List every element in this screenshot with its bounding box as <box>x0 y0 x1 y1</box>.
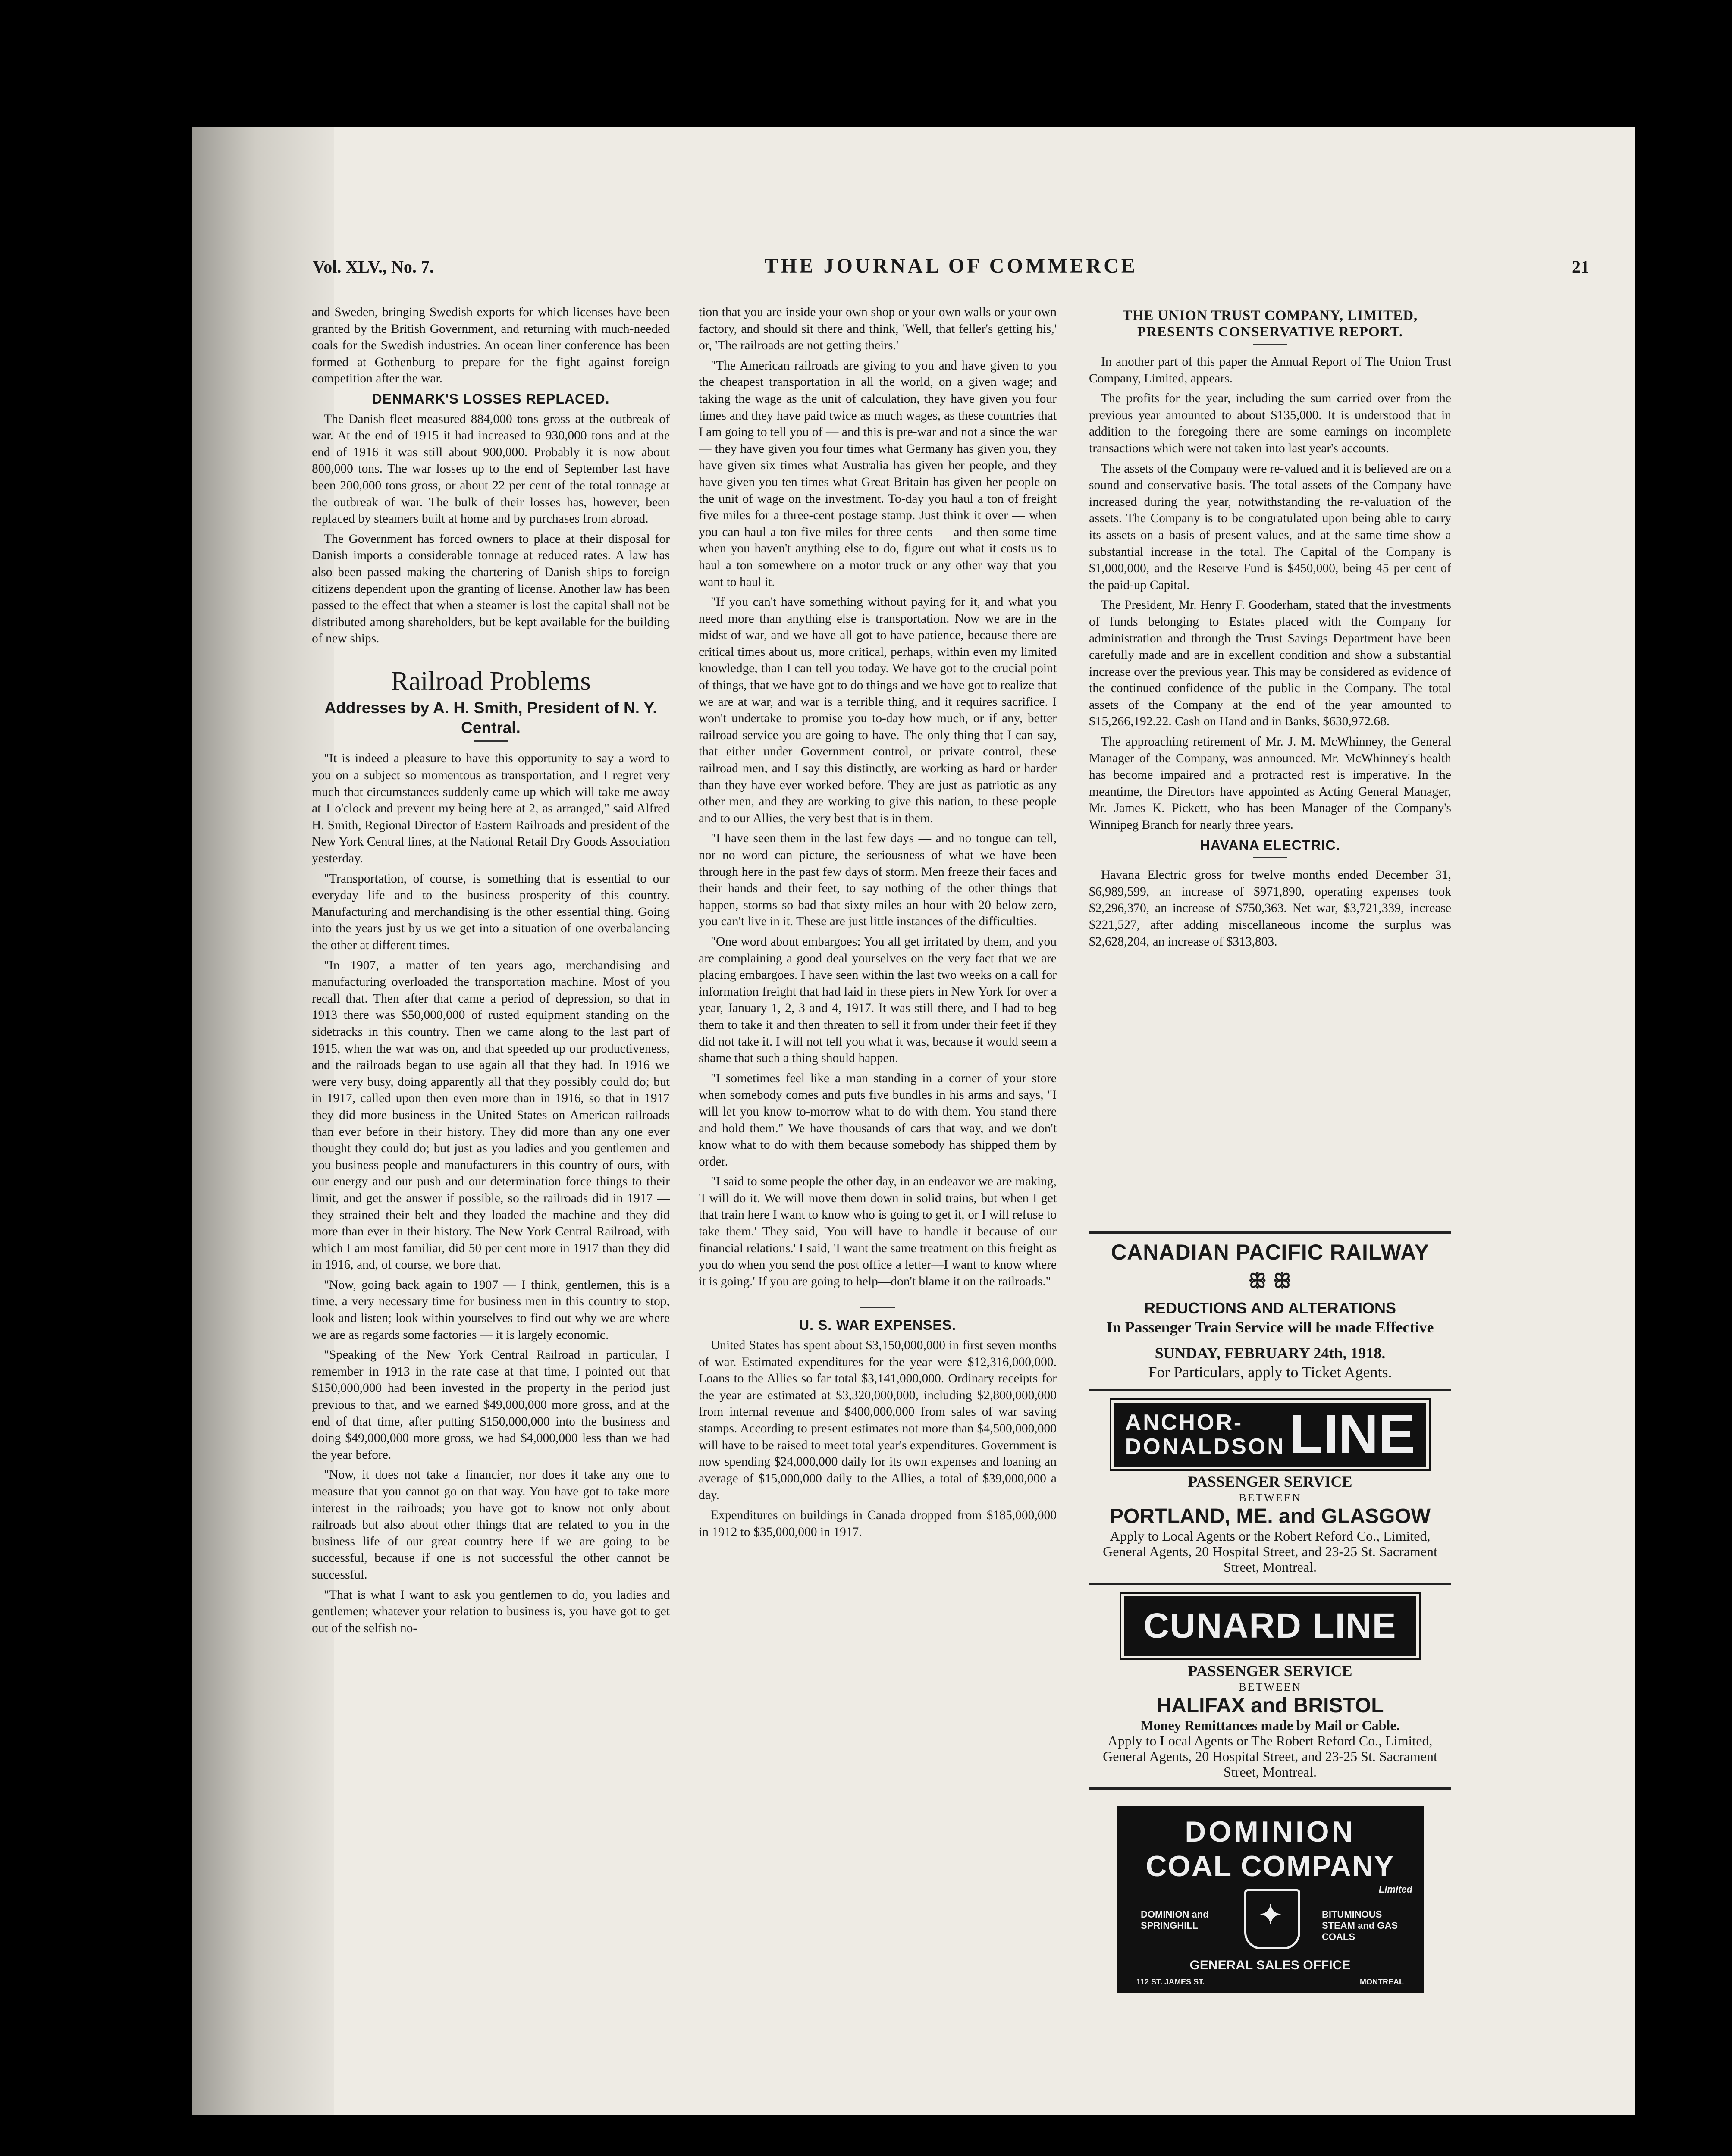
page-number: 21 <box>1572 257 1589 276</box>
buildings-paragraph: Expenditures on buildings in Canada dropped from $185,000,000 in 1912 to $35,000,000 in 1917. <box>699 1508 1057 1539</box>
railroad-paragraph: "That is what I want to ask you gentlemen to do, you ladies and gentlemen; whatever your relation to business is, you have got to get out of the selfish no- <box>312 1588 670 1635</box>
cpr-line-2: In Passenger Train Service will be made Effective <box>1106 1319 1434 1336</box>
dominion-line-1: DOMINION <box>1185 1815 1355 1848</box>
advertisements <box>1089 1231 1451 2000</box>
railroad-paragraph: "I sometimes feel like a man standing in a corner of your store when somebody comes and puts five bundles in his arms and says, "I will let you know to-morrow what to do with them. You stand there and hold them." We have thousands of cars that way, and we don't know what to do with them because somebody has shipped them by order. <box>699 1071 1057 1169</box>
war-expenses-paragraph: United States has spent about $3,150,000,000 in first seven months of war. Estimated expenditures for the year were $12,316,000,000. Loans to the Allies so far total $3,141,000,000. Ordinary receipts for the year are estimated at $3,320,000,000, including $2,800,000,000 from internal revenue and $400,000,000 from sales of war saving stamps. According to present estimates not more than $4,500,000,000 will have to be raised to meet total year's expenditures. Government is now spending $24,000,000 daily for its own expenses and loaning an average of $15,000,000 daily to the Allies, a total of $39,000,000 a day. <box>699 1338 1057 1502</box>
railroad-paragraph: "Now, going back again to 1907 — I think, gentlemen, this is a time, a very necessary time for business men in this country to stop, look and listen; look within yourselves to find out why we are where we are as regards some factories — it is largely economic. <box>312 1278 670 1342</box>
dominion-left-brand: DOMINION and SPRINGHILL <box>1141 1909 1209 1931</box>
cunard-details: Apply to Local Agents or The Robert Reford Co., Limited, General Agents, 20 Hospital Street, and 23-25 St. Sacrament Street, Montreal. <box>1103 1733 1437 1780</box>
column-3 <box>1089 304 1451 1218</box>
cunard-logo: CUNARD LINE <box>1124 1596 1417 1656</box>
anchor-logo-bottom: DONALDSON <box>1125 1434 1285 1459</box>
anchor-between: BETWEEN <box>1239 1492 1302 1504</box>
cunard-service: PASSENGER SERVICE <box>1188 1662 1352 1680</box>
column-1 <box>312 304 670 2102</box>
railroad-paragraph: "One word about embargoes: You all get irritated by them, and you are complaining a good deal yourselves on the very fact that we are placing embargoes. I have seen within the last two weeks on a call for information freight that had laid in these piers in New York for over a year, January 1, 2, 3 and 4, 1917. It was still there, and I had to beg them to take it and then threaten to sell it from under their feet if they did not take it. I will not tell you what it was, because it would seem a shame that such a thing should happen. <box>699 934 1057 1065</box>
anchor-line-ad <box>1089 1389 1451 1583</box>
dominion-sales-office: GENERAL SALES OFFICE <box>1189 1958 1351 1972</box>
anchor-route: PORTLAND, ME. and GLASGOW <box>1110 1505 1431 1528</box>
union-trust-paragraph: In another part of this paper the Annual Report of The Union Trust Company, Limited, appears. <box>1089 355 1451 385</box>
cunard-route: HALIFAX and BRISTOL <box>1156 1694 1384 1717</box>
anchor-details: Apply to Local Agents or the Robert Reford Co., Limited, General Agents, 20 Hospital Street, and 23-25 St. Sacrament Street, Montreal. <box>1103 1528 1437 1575</box>
dominion-city: MONTREAL <box>1360 1977 1404 1986</box>
divider <box>1253 857 1287 858</box>
anchor-service: PASSENGER SERVICE <box>1188 1473 1352 1490</box>
dominion-line-2: COAL COMPANY <box>1145 1850 1395 1883</box>
cpr-ad <box>1089 1231 1451 1389</box>
denmark-paragraph-1: The Danish fleet measured 884,000 tons gross at the outbreak of war. At the end of 1915 it had increased to 930,000 tons and at the end of 1916 it was still about 900,000. Probably it is now about 800,000 tons. The war losses up to the end of September last have been 200,000 tons gross, or about 22 per cent of the total tonnage at the outbreak of war. The bulk of their losses has, however, been replaced by steamers built at home and by purchases from abroad. <box>312 412 670 526</box>
dominion-limited: Limited <box>1378 1884 1412 1895</box>
journal-title: THE JOURNAL OF COMMERCE <box>764 254 1138 277</box>
union-trust-paragraph: The approaching retirement of Mr. J. M. McWhinney, the General Manager of the Company, was announced. Mr. McWhinney's health has become impaired and a protracted rest is imperative. In the meantime, the Directors have appointed as Acting General Manager, Mr. James K. Pickett, who has been Manager of the Company's Winnipeg Branch for nearly three years. <box>1089 735 1451 832</box>
railroad-paragraph: "I have seen them in the last few days — and no tongue can tell, nor no word can picture, the seriousness of what we have been through here in the past few days of storm. Men freeze their faces and their hands and their feet, to say nothing of the other things that happen, storms so bad that sixty miles an hour with 20 below zero, you can't live in it. These are just little instances of the difficulties. <box>699 831 1057 929</box>
sweden-paragraph: and Sweden, bringing Swedish exports for which licenses have been granted by the British Government, and returning with much-needed coals for the Swedish industries. An ocean liner conference has been formed at Gothenburg to prepare for the fight against foreign competition after the war. <box>312 305 670 386</box>
divider <box>1253 344 1287 345</box>
railroad-title: Railroad Problems <box>391 666 591 696</box>
page-header <box>313 254 1589 287</box>
railroad-subtitle: Addresses by A. H. Smith, President of N. Y. Central. <box>324 699 657 737</box>
railroad-paragraph: "Transportation, of course, is something that is essential to our everyday life and to the business prosperity of this country. Manufacturing and merchandising is the other essential thing. Going into the years just by us we get into a situation of one overbalancing the other at different times. <box>312 871 670 952</box>
crest-icon <box>1244 1889 1300 1949</box>
union-trust-paragraph: The President, Mr. Henry F. Gooderham, stated that the investments of funds belonging to Estates placed with the Company for administration and through the Trust Savings Department have been carefully made and are in excellent condition and show a substantial increase over the previous year. This may be considered as evidence of the continued confidence of the public in the Company. The total assets of the Company at the end of the year amounted to $15,266,192.22. Cash on Hand and in Banks, $630,972.68. <box>1089 598 1451 729</box>
cpr-line-3: SUNDAY, FEBRUARY 24th, 1918. <box>1155 1344 1386 1362</box>
divider <box>860 1307 895 1308</box>
havana-electric-paragraph: Havana Electric gross for twelve months ended December 31, $6,989,599, an increase of $971,890, operating expenses took $2,296,370, an increase of $750,363. Net war, $3,721,339, increase $221,527, after adding miscellaneous income the surplus was $2,628,204, an increase of $313,803. <box>1089 868 1451 949</box>
denmark-paragraph-2: The Government has forced owners to place at their disposal for Danish imports a considerable tonnage at reduced rates. A law has also been passed making the chartering of Danish ships to foreign citizens dependent upon the granting of license. Another law has been passed to the effect that when a steamer is lost the capital shall not be distributed among shareholders, but be kept available for the building of new ships. <box>312 532 670 646</box>
cpr-title: CANADIAN PACIFIC RAILWAY <box>1111 1240 1429 1264</box>
union-trust-heading: THE UNION TRUST COMPANY, LIMITED, PRESENTS CONSERVATIVE REPORT. <box>1122 308 1418 340</box>
union-trust-paragraph: The assets of the Company were re-valued and it is believed are on a sound and conservative basis. The total assets of the Company have increased during the year, notwithstanding the re-valuation of the assets. The Company is to be congratulated upon being able to carry its assets on a basis of present values, and at the same time show a substantial increase in the total. The Capital of the Company is $1,000,000, and the Reserve Fund is $450,000, being 45 per cent of the paid-up Capital. <box>1089 461 1451 592</box>
anchor-logo-top: ANCHOR- <box>1125 1410 1243 1435</box>
railroad-paragraph: "It is indeed a pleasure to have this opportunity to say a word to you on a subject so momentous as transportation, and I regret very much that circumstances suddenly came up which will take me away at 1 o'clock and prevent my being here at 2, as arranged," said Alfred H. Smith, Regional Director of Eastern Railroads and president of the New York Central lines, at the National Retail Dry Goods Association yesterday. <box>312 752 670 866</box>
cunard-between: BETWEEN <box>1239 1681 1302 1693</box>
union-trust-paragraph: The profits for the year, including the sum carried over from the previous year amounted to about $135,000. It is understood that in addition to the foregoing there are some earnings on incomplete transactions which were not taken into last year's accounts. <box>1089 392 1451 455</box>
column-2 <box>699 304 1057 2098</box>
anchor-logo-line: LINE <box>1289 1404 1415 1465</box>
railroad-paragraph: "Now, it does not take a financier, nor does it take any one to measure that you cannot go on that way. You have got to take more interest in the railroads; you have got to know not only about railroads but also about other things that are related to you in the business life of our great country here if we are going to be successful, because if one is not successful the other cannot be successful. <box>312 1468 670 1582</box>
dominion-right-brand: BITUMINOUS STEAM and GAS COALS <box>1322 1909 1398 1942</box>
cpr-line-4: For Particulars, apply to Ticket Agents. <box>1148 1363 1392 1381</box>
havana-electric-heading: HAVANA ELECTRIC. <box>1200 837 1340 853</box>
railroad-paragraph: "I said to some people the other day, in an endeavor we are making, 'I will do it. We will move them down in solid trains, but when I get that train here I want to know who is going to get it, or I will refuse to take them.' They said, 'You will have to handle it because of our financial relations.' I said, 'I want the same treatment on this freight as you do when you send the post office a letter—I want to know where it is going.' If you are going to help—don't blame it on the railroads." <box>699 1175 1057 1288</box>
railroad-paragraph: "The American railroads are giving to you and have given to you the cheapest transportation in all the world, on a given wage; and taking the wage as the unit of calculation, they have given you four times and they have paid twice as much wages, as these countries that I am going to tell you of — and this is pre-war and not a since the war — they have given you four times what Germany has given you, they have given six times what Australia has given her people, and they have given you ten times what Great Britain has given her people on the unit of wage on the investment. To-day you haul a ton of freight five miles for a three-cent postage stamp. Just think it over — when you can haul a ton five miles for three cents — and then some time when you haven't anything else to do, figure out what it costs us to haul a ton somewhere on a motor truck or any other way that you want to haul it. <box>699 358 1057 589</box>
railroad-paragraph: "If you can't have something without paying for it, and what you need more than anything else is transportation. Now we are in the midst of war, and we have all got to have patience, because there are critical times about us, more critical, perhaps, within even my limited knowledge, than I can tell you today. We have got to the crucial point of things, that we have got to do things and we have got to realize that we are at war, and war is a terrible thing, and it requires sacrifice. I won't undertake to promise you to-day how much, or if any, better railroad service you are going to have. The only thing that I can say, that either under Government control, or private control, these railroad men, and I say this distinctly, are working as hard or harder than they have ever worked before. They are just as patriotic as any other men, and they are working to give this nation, to these people and to our Allies, the very best that is in them. <box>699 595 1057 825</box>
denmark-heading: DENMARK'S LOSSES REPLACED. <box>372 391 610 407</box>
volume-number: Vol. XLV., No. 7. <box>313 257 434 276</box>
cunard-line-ad <box>1089 1583 1451 1787</box>
war-expenses-heading: U. S. WAR EXPENSES. <box>799 1317 956 1333</box>
cpr-line-1: REDUCTIONS AND ALTERATIONS <box>1144 1299 1396 1317</box>
railroad-paragraph: "Speaking of the New York Central Railroad in particular, I remember in 1913 in the rate case at that time, I pointed out that $150,000,000 had been invested in the property in the period just previous to that, and we earned $49,000,000 more gross, and at the end of that time, after putting $150,000,000 into the business and doing $49,000,000 more gross, we had $4,000,000 less than we had the year before. <box>312 1348 670 1462</box>
newspaper-page <box>192 127 1635 2115</box>
dominion-coal-ad <box>1089 1787 1451 2000</box>
cunard-remittances: Money Remittances made by Mail or Cable. <box>1140 1717 1400 1733</box>
dominion-address: 112 ST. JAMES ST. <box>1136 1977 1205 1986</box>
star-icon: ✦ <box>1259 1900 1282 1930</box>
cpr-emblem-icon: ꕥ ꕥ <box>1248 1269 1292 1292</box>
railroad-paragraph: "In 1907, a matter of ten years ago, merchandising and manufacturing overloaded the transportation machine. Most of you recall that. Then after that came a period of depression, so that in 1913 there was $50,000,000 of rusted equipment standing on the sidetracks in this country. Then we came along to the last part of 1915, when the war was on, and that speeded up our productiveness, and the railroads began to use again all that they had. In 1916 we were very busy, doing apparently all that they possibly could do; but in 1917, called upon then even more than in 1916, so that in 1917 they did more business in the United States on American railroads than ever before in their history. They did more than any one ever thought they could do; but just as you ladies and you gentlemen and you business people and manufacturers in this country of ours, with our energy and our push and our determination force things to their limit, and get the answer if possible, so the railroads did in 1917 — they strained their belt and they loaded the machine and they did more than ever in their history. The New York Central Railroad, with which I am most familiar, did 50 per cent more in 1917 than they did in 1916, and, of course, we bore that. <box>312 958 670 1272</box>
divider <box>474 740 508 742</box>
dominion-coal-logo <box>1117 1806 1424 1993</box>
railroad-continued: tion that you are inside your own shop or your own walls or your own factory, and should sit there and think, 'Well, that feller's getting his,' or, 'The railroads are not getting theirs.' <box>699 305 1057 353</box>
anchor-line-logo <box>1114 1403 1427 1467</box>
